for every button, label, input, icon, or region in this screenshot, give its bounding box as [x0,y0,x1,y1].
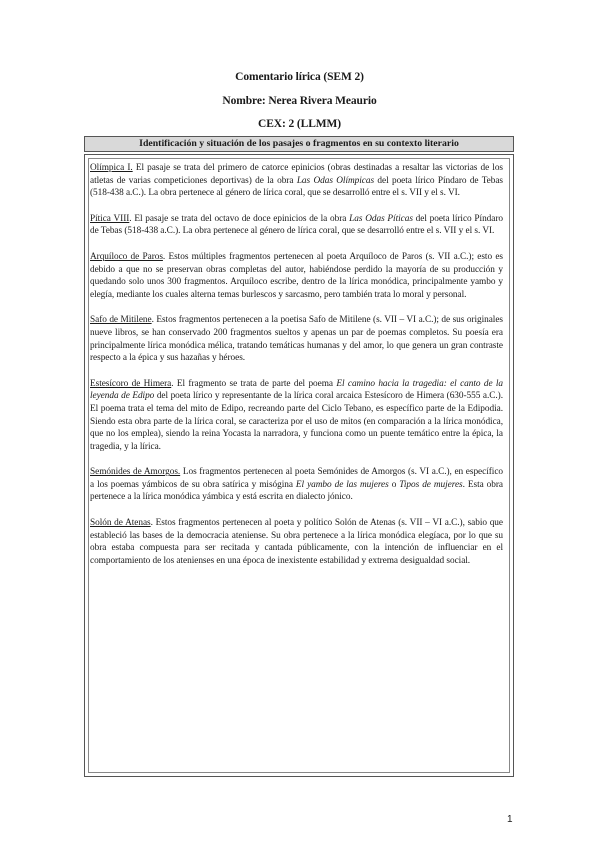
paragraph-text: El pasaje se trata del primero de catorce epinicios (obras destinadas a resaltar las victorias de los atletas de varias competiciones deportivas) de la obra [90,163,504,186]
work-title: El yambo de las mujeres [295,479,389,490]
paragraph-text: o [388,479,400,490]
document-title: Comentario lírica (SEM 2) [235,71,364,83]
paragraph-lead: Arquíloco de Paros [90,251,163,262]
work-title: Las Odas Píticas [349,213,413,224]
paragraph-lead: Pítica VIII [90,213,130,224]
student-name: Nombre: Nerea Rivera Meaurio [222,95,377,107]
work-title: Tipos de mujeres [399,479,463,490]
content-body [90,162,503,580]
paragraph-olimpica [90,162,503,200]
paragraph-text: . Estos fragmentos pertenecen a la poetisa Safo de Mitilene (s. VII – VI a.C.); de sus originales nueve libros, se han conservado 200 fragmentos sueltos y apenas un par de poemas completos. Su poesía era principalmente lírica monódica mélica, tratando temáticas humanas y del amor, lo que genera un gran contraste respecto a la épica y sus hazañas y héroes. [90,315,503,364]
paragraph-text: . Esta obra pertenece a la lírica monódica yámbica y está escrita en dialecto jónico. [90,479,503,503]
paragraph-text: del poeta lírico Píndaro de Tebas (518-438 a.C.). La obra pertenece al género de lírica coral, que se desarrolló entre el s. VII y el s. VI. [90,175,503,199]
paragraph-semonides [90,466,503,504]
paragraph-lead: Estesícoro de Himera [90,378,172,389]
paragraph-estesicoro [90,378,503,454]
paragraph-solon [90,517,503,567]
paragraph-lead: Safo de Mitilene [90,315,152,326]
paragraph-text: del poeta lírico Píndaro de Tebas (518-438 a.C.). La obra pertenece al género de lírica coral, que se desarrolló entre el s. VII y el s. VI. [90,213,503,237]
paragraph-lead: Semónides de Amorgos. [90,467,181,478]
work-title: Las Odas Olímpicas [296,175,375,186]
paragraph-lead: Olímpica I. [90,163,133,173]
page-number: 1 [507,814,513,825]
paragraph-text: Los fragmentos pertenecen al poeta Semónides de Amorgos (s. VI a.C.), en específico a los poemas yámbicos de su obra satírica y misógina [90,467,503,490]
paragraph-arquiloco [90,251,503,301]
paragraph-text: . El fragmento se trata de parte del poema [171,378,337,389]
content-box [84,154,514,777]
paragraph-text: . Estos múltiples fragmentos pertenecen al poeta Arquíloco de Paros (s. VII a.C.); esto es debido a que no se preservan obras completas del autor, habiéndose perdido la mayoría de su producción y quedando solo unos 300 fragmentos. Arquíloco escribe, dentro de la lírica monódica, principalmente yambo y elegía, mediante los cuales alterna temas burlescos y sarcasmo, pero también trata lo moral y personal. [90,251,503,300]
section-title: Identificación y situación de los pasajes o fragmentos en su contexto literario [84,136,514,152]
paragraph-text: del poeta lírico y representante de la lírica coral arcaica Estesícoro de Himera (630-555 a.C.). El poema trata el tema del mito de Edipo, recreando parte del Ciclo Tebano, es específico parte de la Edipodia. Siendo esta obra parte de la lírica coral, se caracteriza por el uso de mitos (en comparación a la lírica monódica, que no los emplea), siendo la reina Yocasta la narradora, y funciona como un puente temático entre la épica, la tragedia, y la lírica. [90,391,503,452]
cex-label: CEX: 2 (LLMM) [257,118,342,130]
paragraph-text: . Estos fragmentos pertenecen al poeta y político Solón de Atenas (s. VII – VI a.C.), sabio que estableció las bases de la democracia ateniense. Su obra pertenece a la lírica monódica elegíaca, por lo que su obra estaba compuesta para ser recitada y cantada públicamente, con la intención de influenciar en el comportamiento de los atenienses en una época de inexistente estabilidad y extrema desigualdad social. [90,518,503,566]
paragraph-lead: Solón de Atenas [90,518,151,529]
paragraph-pitica [90,213,503,238]
work-title: El camino hacia la tragedia: el canto de la leyenda de Edipo [90,378,504,402]
paragraph-text: . El pasaje se trata del octavo de doce epinicios de la obra [129,213,350,224]
paragraph-safo [90,314,503,364]
